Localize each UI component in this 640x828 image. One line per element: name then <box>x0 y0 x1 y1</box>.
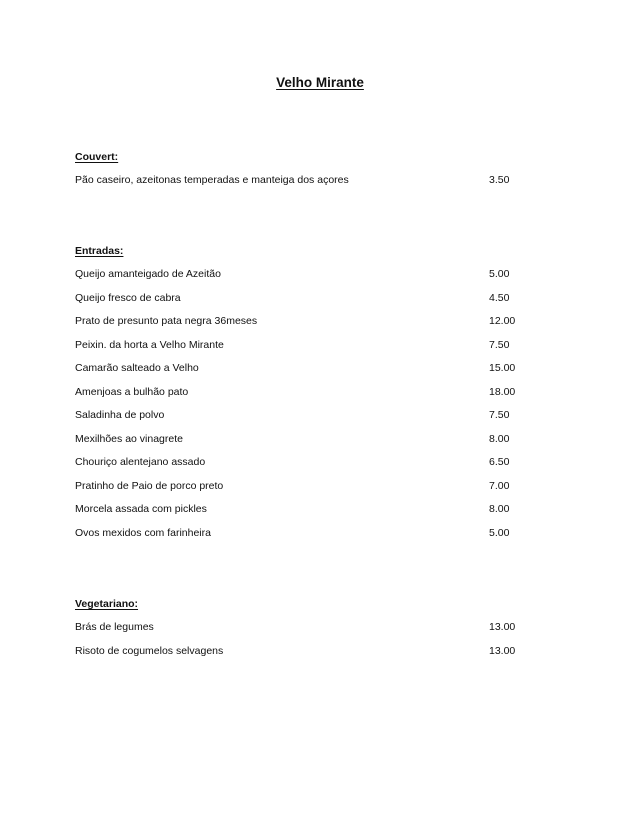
item-price: 8.00 <box>489 432 510 445</box>
menu-item <box>75 338 545 362</box>
menu-item <box>75 173 545 197</box>
item-price: 7.00 <box>489 479 510 492</box>
menu-item <box>75 314 545 338</box>
section-couvert <box>75 149 545 197</box>
item-name: Prato de presunto pata negra 36meses <box>75 315 258 327</box>
item-name: Ovos mexidos com farinheira <box>75 526 211 539</box>
menu-title: Velho Mirante <box>276 75 364 90</box>
section-entradas <box>75 243 545 549</box>
item-name: Chouriço alentejano assado <box>75 456 206 468</box>
item-price: 3.50 <box>489 174 510 186</box>
item-name: Saladinha de polvo <box>75 409 165 421</box>
menu-item <box>75 385 545 409</box>
menu-item <box>75 502 545 526</box>
item-price: 6.50 <box>489 456 510 468</box>
item-price: 5.00 <box>489 526 510 539</box>
menu-item <box>75 644 545 668</box>
section-heading: Couvert: <box>75 151 119 163</box>
item-price: 4.50 <box>489 291 510 304</box>
item-price: 18.00 <box>489 385 516 398</box>
item-name: Pão caseiro, azeitonas temperadas e manteiga dos açores <box>75 174 349 186</box>
menu-item <box>75 291 545 315</box>
item-name: Pratinho de Paio de porco preto <box>75 479 224 492</box>
item-price: 12.00 <box>489 315 516 327</box>
item-name: Peixin. da horta a Velho Mirante <box>75 338 224 351</box>
section-heading: Vegetariano: <box>75 598 139 610</box>
menu-item <box>75 479 545 503</box>
menu-item <box>75 267 545 291</box>
item-price: 13.00 <box>489 644 516 657</box>
item-name: Brás de legumes <box>75 621 154 633</box>
section-vegetariano <box>75 596 545 667</box>
item-price: 13.00 <box>489 621 516 633</box>
menu-item <box>75 361 545 385</box>
menu-item <box>75 455 545 479</box>
menu-item <box>75 408 545 432</box>
menu-item <box>75 432 545 456</box>
item-price: 7.50 <box>489 338 510 351</box>
item-name: Camarão salteado a Velho <box>75 362 199 374</box>
menu-item <box>75 526 545 550</box>
item-price: 15.00 <box>489 362 516 374</box>
item-name: Queijo fresco de cabra <box>75 291 181 304</box>
section-heading: Entradas: <box>75 245 124 257</box>
item-price: 7.50 <box>489 409 510 421</box>
item-price: 5.00 <box>489 268 510 280</box>
item-name: Mexilhões ao vinagrete <box>75 432 183 445</box>
menu-item <box>75 620 545 644</box>
item-name: Queijo amanteigado de Azeitão <box>75 268 221 280</box>
item-price: 8.00 <box>489 503 510 515</box>
item-name: Risoto de cogumelos selvagens <box>75 644 224 657</box>
item-name: Morcela assada com pickles <box>75 503 207 515</box>
item-name: Amenjoas a bulhão pato <box>75 385 189 398</box>
